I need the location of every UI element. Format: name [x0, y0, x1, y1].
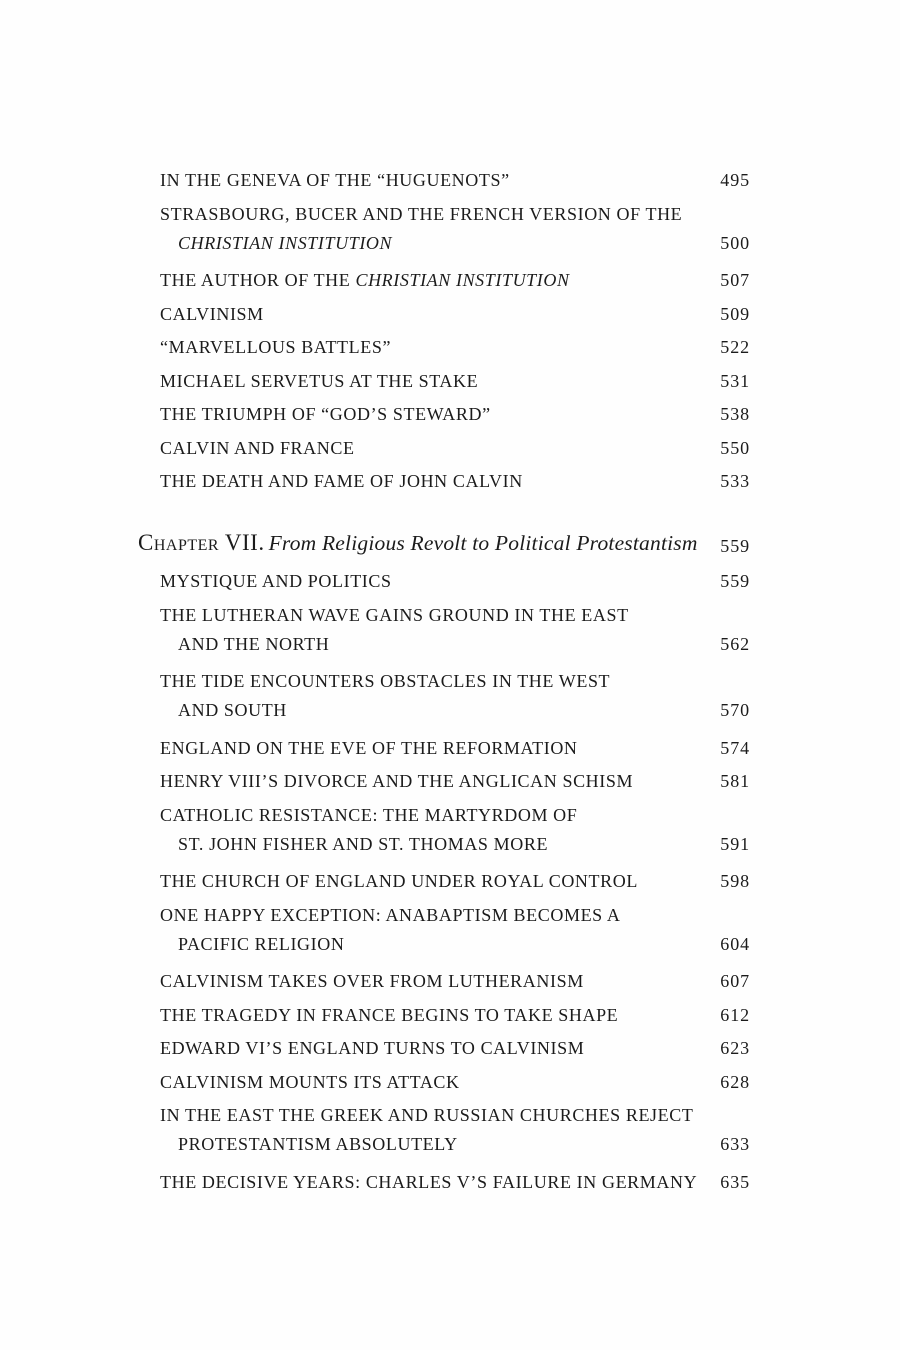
toc-entry-page: 495: [720, 170, 750, 190]
toc-entry: [138, 767, 750, 796]
toc-entry-page: 509: [720, 303, 750, 324]
toc-entry: [138, 1034, 750, 1063]
toc-entry-label: [160, 1101, 693, 1159]
toc-entry-text-line2: AND SOUTH: [178, 700, 287, 720]
toc-entry-label: [160, 1168, 697, 1197]
toc-entry-page: 550: [720, 437, 750, 458]
toc-entry-label: [160, 266, 570, 295]
toc-entry-page: 500: [720, 232, 750, 253]
toc-entry-text: CALVINISM TAKES OVER FROM LUTHERANISM: [160, 971, 584, 991]
toc-entry-text: THE TRAGEDY IN FRANCE BEGINS TO TAKE SHAPE: [160, 1004, 619, 1025]
toc-entry-label: [160, 1001, 618, 1030]
chapter-title: From Religious Revolt to Political Protestantism: [268, 531, 698, 555]
toc-entry-page: 538: [720, 404, 750, 424]
toc-entry-text-line2: PROTESTANTISM ABSOLUTELY: [178, 1134, 458, 1154]
toc-entry-label: [160, 400, 491, 429]
toc-entry-text: “MARVELLOUS BATTLES”: [160, 337, 392, 357]
toc-entry-page: 570: [720, 700, 750, 720]
toc-entry-page: 559: [720, 571, 750, 591]
toc-entry-label: [160, 901, 620, 959]
toc-entry-text-line1: CATHOLIC RESISTANCE: THE MARTYRDOM OF: [160, 804, 578, 825]
toc-entry-label: [160, 300, 264, 329]
toc-entry: [138, 901, 750, 959]
toc-entry: [138, 567, 750, 596]
toc-entry-label: [160, 667, 610, 725]
toc-entry-text-line2: ST. JOHN FISHER AND ST. THOMAS MORE: [178, 833, 549, 854]
toc-entry: [138, 1168, 750, 1197]
toc-entry-text: CALVIN AND FRANCE: [160, 437, 355, 458]
toc-entry-label: [160, 367, 478, 396]
toc-entry-label: [160, 801, 577, 859]
toc-entry-page: 604: [720, 933, 750, 954]
toc-entry-text: MICHAEL SERVETUS AT THE STAKE: [160, 370, 479, 391]
toc-entry-text: EDWARD VI’S ENGLAND TURNS TO CALVINISM: [160, 1038, 585, 1058]
toc-entry-label: [160, 200, 682, 258]
chapter-page: 559: [720, 536, 750, 556]
toc-entry-page: 531: [720, 370, 750, 391]
toc-entry-text-line1: ONE HAPPY EXCEPTION: ANABAPTISM BECOMES A: [160, 904, 621, 925]
toc-entry: [138, 1068, 750, 1097]
toc-entry-text: ENGLAND ON THE EVE OF THE REFORMATION: [160, 737, 578, 758]
chapter-heading: [138, 527, 750, 562]
toc-entry-text: IN THE GENEVA OF THE “HUGUENOTS”: [160, 170, 510, 190]
toc-entry-page: 635: [720, 1171, 750, 1192]
toc-entry-text: THE CHURCH OF ENGLAND UNDER ROYAL CONTROL: [160, 871, 638, 891]
toc-entry-label: [160, 967, 584, 996]
toc-entry: [138, 601, 750, 659]
toc-entry: [138, 467, 750, 496]
toc-entry: [138, 367, 750, 396]
toc-entry-text-line2: AND THE NORTH: [178, 633, 330, 654]
toc-entry-label: [160, 333, 391, 362]
toc-entry: [138, 166, 750, 195]
toc-entry-label: [160, 567, 392, 596]
toc-entry: [138, 967, 750, 996]
toc-entry-text: CALVINISM: [160, 303, 264, 324]
toc-entry-page: 591: [720, 833, 750, 854]
toc-entry-text-line1: THE TIDE ENCOUNTERS OBSTACLES IN THE WEST: [160, 671, 611, 691]
toc-entry-text: CALVINISM MOUNTS ITS ATTACK: [160, 1071, 460, 1092]
toc-entry: [138, 801, 750, 859]
toc-entry-label: [160, 867, 638, 896]
toc-entry-page: 628: [720, 1071, 750, 1092]
toc-entry: [138, 1001, 750, 1030]
toc-entry-label: [160, 1034, 584, 1063]
toc-entry-page: 581: [720, 771, 750, 791]
toc-entry-page: 574: [720, 737, 750, 758]
toc-entry-text-line2: CHRISTIAN INSTITUTION: [178, 232, 393, 253]
toc-entry-page: 607: [720, 971, 750, 991]
toc-entry-text-line1: THE LUTHERAN WAVE GAINS GROUND IN THE EAST: [160, 604, 629, 625]
toc-entry-page: 612: [720, 1004, 750, 1025]
toc-entry-text: THE AUTHOR OF THE: [160, 270, 356, 290]
toc-entry: [138, 1101, 750, 1159]
toc-entry-label: [160, 434, 355, 463]
toc-entry-page: 633: [720, 1134, 750, 1154]
toc-entry-text: THE TRIUMPH OF “GOD’S STEWARD”: [160, 404, 491, 424]
toc-entry-label: [160, 1068, 460, 1097]
toc-entry: [138, 266, 750, 295]
toc-entry-text-line2: PACIFIC RELIGION: [178, 933, 345, 954]
toc-entry: [138, 400, 750, 429]
toc-entry-label: [160, 166, 510, 195]
toc-entry: [138, 200, 750, 258]
chapter-number-label: Chapter VII.: [138, 530, 265, 555]
toc-entry-page: 533: [720, 471, 750, 491]
toc-entry-page: 623: [720, 1038, 750, 1058]
toc-entry-page: 507: [720, 270, 750, 290]
toc-entry: [138, 434, 750, 463]
toc-entry-label: [160, 467, 523, 496]
toc-entry: [138, 300, 750, 329]
toc-entry-text: THE DEATH AND FAME OF JOHN CALVIN: [160, 471, 523, 491]
toc-entry-label: [160, 734, 578, 763]
toc-entry-text-line1: IN THE EAST THE GREEK AND RUSSIAN CHURCHES REJECT: [160, 1105, 694, 1125]
toc-entry-text-line1: STRASBOURG, BUCER AND THE FRENCH VERSION OF THE: [160, 203, 683, 224]
toc-entry-text: THE DECISIVE YEARS: CHARLES V’S FAILURE IN GERMANY: [160, 1171, 698, 1192]
chapter-heading-label: [138, 527, 698, 562]
toc-entry: [138, 734, 750, 763]
toc-entry-text: HENRY VIII’S DIVORCE AND THE ANGLICAN SCHISM: [160, 771, 634, 791]
toc-entry-label: [160, 601, 629, 659]
toc-entry: [138, 667, 750, 725]
toc-entry-label: [160, 767, 633, 796]
toc-entry: [138, 333, 750, 362]
toc-entry-text: MYSTIQUE AND POLITICS: [160, 571, 392, 591]
toc-entry-text-italic: CHRISTIAN INSTITUTION: [355, 270, 570, 290]
toc-entry: [138, 867, 750, 896]
toc-content: [138, 166, 750, 1201]
toc-entry-page: 598: [720, 871, 750, 891]
toc-entry-page: 522: [720, 337, 750, 357]
toc-entry-page: 562: [720, 633, 750, 654]
